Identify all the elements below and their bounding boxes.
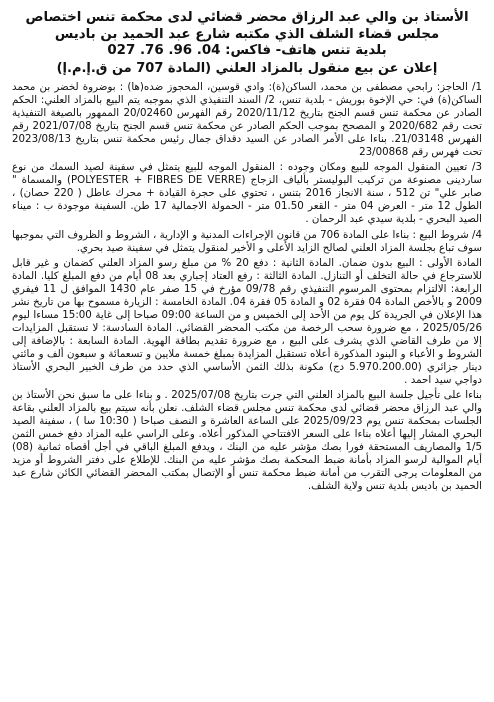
articles-paragraph: المادة الأولى : البيع بدون ضمان. المادة الثانية : دفع 20 % من مبلغ رسو المزاد العلني كضمان و غير قابل للاسترجاع في حالة التخلف أو التنازل. المادة الثالثة : رفع العتاد إجباري بعد 08 أيام من دفع المبلغ كليا. المادة الرابعة: الالتزام بمحتوى المرسوم التنفيذي رقم 09/78 مؤرخ في 15 صفر عام 1430 الموافق ل 11 فيفري 2009 و بالأخص المادة 04 فقرة 02 و المادة 05 فقرة 04. المادة الخامسة : الزيارة مسموح بها من تاريخ نشر هذا الإعلان في الجريدة كل يوم من الأحد إلى الخميس و من الساعة 09:00 صباحا إلى غاية 15:00 مساءا ليوم 2025/05/26 ، مع ضرورة سحب الرخصة من مكتب المحضر القضائي. المادة السادسة: لا تستقبل المزايدات إلا من طرف القاضي الذي يشرف على البيع ، مع ضرورة تقديم بطاقة الهوية. المادة السابعة : بالإضافة إلى الشروط و الأعباء و البنود المذكورة أعلاه تستقبل المزايدة بمبلغ خمسة ملايين و تسعمائة و سبعون ألف و مائتي دينار جزائري (5.970.200.00 دج) مكونة بذلك الثمن الأساسي الذي حدد من طرف الخبير البحري الأستاذ دواجي سيد احمد . [12, 256, 482, 387]
bailiff-name-line: الأستاذ بن والي عبد الرزاق محضر قضائي لدى محكمة تنس اختصاص [25, 10, 469, 25]
item-description-paragraph: 3/ تعيين المنقول الموجه للبيع ومكان وجوده : المنقول الموجه للبيع يتمثل في سفينة لصيد السمك من نوع ساردينى مصنوعة من تركيب البوليستر بألياف الزجاج (POLYESTER + FIBRES DE VERRE) والمسماة " صابر علي" تن 512 ، سنة الانجاز 2016 بتنس ، تحتوي على حجرة القيادة + محرك عاطل ( 220 حصان) ، الطول 12 متر - العرض 04 متر - القعر 01.50 متر - الحمولة الاجمالية 17 طن. السفينة موجودة ب : ميناء الصيد البحري - بلدية سيدي عبد الرحمان . [12, 161, 482, 226]
parties-paragraph: 1/ الحاجز: رابحي مصطفى بن محمد، الساكن(ة): وادي قوسين، المحجوز ضده(ها) : بوضروة لخضر بن محمد الساكن(ة) في: حي الإخوة بوريش - بلدية تنس، 2/ السند التنفيذي الذي بموجبه يتم البيع بالمزاد العلني: الحكم الصادر عن محكمة تنس قسم الجنح بتاريخ 2020/11/12 رقم الفهرس 20/02460 الممهور بالصيغة التنفيذية تحت رقم 2020/682 و المصحح بموجب الحكم الصادر عن محكمة تنس قسم الجنح بتاريخ 2021/07/08 رقم الفهرس 21/03148. بناءا على الأمر الصادر عن السيد دقداق جمال رئيس محكمة تنس بتاريخ 2023/08/13 تحت فهرس رقم 23/00868 [12, 81, 482, 159]
notice-header [12, 10, 482, 77]
auction-announcement-paragraph: بناءا على تأجيل جلسة البيع بالمزاد العلني التي جرت بتاريخ 2025/07/08 . و بناءا على ما سبق نحن الأستاذ بن والي عبد الرزاق محضر قضائي لدى محكمة تنس مجلس قضاء الشلف. نعلن بأنه سيتم بيع بالمزاد العلني بقاعة الجلسات بمحكمة تنس يوم 2025/09/23 على الساعة العاشرة و النصف صباحا ( 10:30 سا ) ، سفينة الصيد البحري المشار إليها أعلاه بناءا على السعر الافتتاحي المذكور أعلاه. وعلى الراسي عليه المزاد دفع خمس الثمن 1/5 والمصاريف المستحقة فورا بصك مؤشر عليه من البنك ، ويدفع المبلغ الباقي في أجل أقصاه ثمانية (08) أيام الموالية لرسو المزاد بأمانة ضبط المحكمة بصك مؤشر عليه من البنك. للإطلاع على دفتر الشروط أو مزيد من المعلومات يرجى التقرب من أمانة ضبط محكمة تنس أو الإتصال بمكتب المحضر القضائي الكائن شارع عبد الحميد بن باديس بلدية تنس ولاية الشلف. [12, 389, 483, 493]
notice-title: إعلان عن بيع منقول بالمزاد العلني (المادة 707 من ق.إ.م.إ) [56, 60, 438, 76]
notice-body [12, 81, 482, 493]
phone-fax-line: بلدية تنس هاتف- فاكس: 04. 96. 76. 027 [107, 43, 387, 58]
office-address-line: مجلس قضاء الشلف الذي مكتبه شارع عبد الحميد بن باديس [54, 26, 440, 42]
sale-conditions-paragraph: 4/ شروط البيع : بناءا على المادة 706 من قانون الإجراءات المدنية و الإدارية ، الشروط و الظروف التي بموجبها سوف تباع بجلسة المزاد العلني لصالح الزايد الأعلى و الأخير لمنقول يتمثل في سفينة صيد بحري. [12, 228, 482, 254]
